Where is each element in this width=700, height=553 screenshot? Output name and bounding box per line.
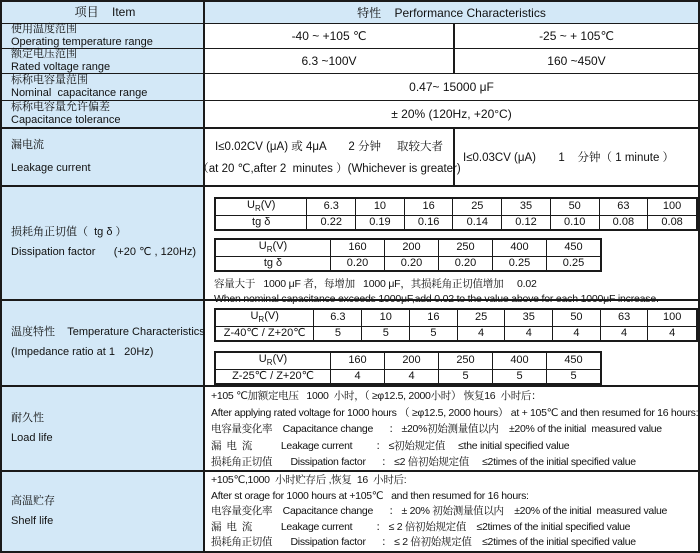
- row-capacitance-tolerance: [2, 100, 698, 127]
- load-life-condition-en: After applying rated voltage for 1000 hours （ ≥φ12.5, 2000 hours） at + 105℃ and then resumed for 16 hours:: [211, 406, 699, 419]
- label-en: Shelf life: [11, 515, 54, 528]
- tan-delta-row: [215, 257, 601, 272]
- table-cell: 0.25: [493, 257, 547, 272]
- header-performance-cell: [205, 2, 698, 23]
- dissipation-note-cn: 容量大于 1000 μF 者，每增加 1000 μF，其损耗角正切值增加 0.02: [214, 278, 537, 291]
- u-symbol: U: [258, 239, 267, 252]
- table-cell: 4: [385, 370, 439, 385]
- label-cn: 额定电压范围: [11, 48, 77, 61]
- table-cell: 160: [331, 352, 385, 370]
- high-voltage-cell: [455, 129, 698, 184]
- table-cell: 400: [493, 239, 547, 257]
- label-cn: 漏电流: [11, 139, 44, 151]
- table-cell: 50: [550, 198, 599, 216]
- table-cell: 63: [600, 309, 648, 327]
- table-cell: 16: [404, 198, 453, 216]
- label-cn: 标称电容量范围: [11, 74, 88, 87]
- leakage-current-label: [2, 129, 205, 184]
- temperature-characteristics-content: [205, 301, 698, 385]
- row-operating-temperature: [2, 23, 698, 48]
- table-cell: 100: [648, 309, 697, 327]
- label-cn: 损耗角正切值（ tg δ ）: [11, 226, 127, 239]
- label-cn: 使用温度范围: [11, 23, 77, 36]
- header-performance-label: 特性 Performance Characteristics: [357, 6, 546, 21]
- label-en: Dissipation factor (+20 ℃ , 120Hz): [11, 246, 197, 259]
- v-unit: (V): [264, 309, 279, 322]
- row-label-cell: tg δ: [215, 257, 331, 272]
- table-cell: 4: [457, 326, 505, 341]
- table-cell: 0.20: [439, 257, 493, 272]
- table-cell: 4: [505, 326, 553, 341]
- impedance-ratio-row: [215, 370, 601, 385]
- table-cell: 25: [453, 198, 502, 216]
- voltage-header-cell: [215, 352, 331, 370]
- row-nominal-capacitance: [2, 73, 698, 100]
- table-cell: 100: [648, 198, 697, 216]
- high-voltage-cell: [455, 49, 698, 73]
- label-en: Operating temperature range: [11, 36, 153, 49]
- impedance-table-high-voltage: [214, 351, 602, 385]
- table-cell: 16: [410, 309, 458, 327]
- table-cell: 35: [502, 198, 551, 216]
- shelf-life-dissipation-factor: 损耗角正切值 Dissipation factor ： ≤ 2 倍初始规定值 ≤2times of the initial specified value: [211, 536, 636, 549]
- table-cell: 0.20: [331, 257, 385, 272]
- load-life-capacitance-change: 电容量变化率 Capacitance change ： ±20%初始测量值以内 ±20% of the initial measured value: [211, 423, 662, 436]
- voltage-header-cell: [215, 198, 307, 216]
- impedance-table-low-voltage: [214, 308, 698, 342]
- leakage-low-line1: I≤0.02CV (μA) 或 4μA 2 分钟 取较大者: [215, 141, 443, 153]
- table-cell: 250: [439, 352, 493, 370]
- rated-voltage-low: 6.3 ~100V: [301, 54, 357, 69]
- nominal-capacitance-value: 0.47~ 15000 μF: [409, 80, 494, 95]
- voltage-header-cell: [215, 309, 314, 327]
- label-en: Load life: [11, 432, 53, 445]
- dissipation-factor-label: [2, 187, 205, 299]
- table-cell: 63: [599, 198, 648, 216]
- voltage-header-row: [215, 309, 697, 327]
- table-cell: 450: [547, 352, 602, 370]
- table-cell: 4: [648, 326, 697, 341]
- dissipation-factor-content: [205, 187, 698, 306]
- shelf-life-condition-cn: +105℃,1000 小时贮存后 ,恢复 16 小时后:: [211, 474, 407, 487]
- row-load-life: [2, 385, 698, 470]
- load-life-dissipation-factor: 损耗角正切值 Dissipation factor ： ≤2 倍初始规定值 ≤2times of the initial specified value: [211, 456, 636, 469]
- table-cell: 50: [553, 309, 601, 327]
- operating-temperature-values: [205, 24, 698, 48]
- operating-temperature-low: -40 ~ +105 ℃: [291, 29, 367, 44]
- leakage-low-line2: （at 20 ℃,after 2 minutes ）(Whichever is greater): [197, 163, 461, 175]
- v-unit: (V): [260, 198, 276, 211]
- header-item-cell: [2, 2, 205, 23]
- label-cn: 高温贮存: [11, 495, 55, 508]
- table-cell: 5: [362, 326, 410, 341]
- label-en: Rated voltage range: [11, 61, 111, 74]
- voltage-header-row: [215, 198, 697, 216]
- label-cn: 标称电容量允许偏差: [11, 101, 110, 114]
- v-unit: (V): [272, 352, 288, 365]
- tan-delta-row: [215, 215, 697, 230]
- table-cell: 35: [505, 309, 553, 327]
- table-cell: 6.3: [314, 309, 362, 327]
- low-voltage-cell: [197, 129, 461, 184]
- operating-temperature-label: [2, 24, 205, 48]
- label-en: Nominal capacitance range: [11, 87, 148, 100]
- table-cell: 450: [547, 239, 602, 257]
- shelf-life-content: [205, 472, 698, 551]
- table-cell: 0.08: [599, 215, 648, 230]
- rated-voltage-high: 160 ~450V: [547, 54, 606, 69]
- table-cell: 0.12: [502, 215, 551, 230]
- row-shelf-life: [2, 470, 698, 551]
- row-dissipation-factor: [2, 185, 698, 306]
- table-cell: 5: [314, 326, 362, 341]
- table-cell: 0.20: [385, 257, 439, 272]
- shelf-life-leakage-current: 漏 电 流 Leakage current ： ≤ 2 倍初始规定值 ≤2times of the initial specified value: [211, 520, 631, 533]
- table-cell: 0.16: [404, 215, 453, 230]
- leakage-high-value: I≤0.03CV (μA) 1 分钟（ 1 minute ）: [463, 152, 675, 164]
- table-cell: 5: [439, 370, 493, 385]
- table-cell: 5: [410, 326, 458, 341]
- r-subscript: R: [266, 358, 273, 368]
- table-cell: 4: [553, 326, 601, 341]
- table-cell: 4: [331, 370, 385, 385]
- dissipation-note-en: When nominal capacitance exceeds 1000μF,add 0.02 to the value above for each 1000μF increase.: [214, 293, 659, 306]
- shelf-life-label: [2, 472, 205, 551]
- table-cell: 0.10: [550, 215, 599, 230]
- load-life-label: [2, 387, 205, 470]
- table-cell: 0.19: [356, 215, 405, 230]
- low-voltage-cell: [205, 49, 455, 73]
- r-subscript: R: [266, 245, 273, 255]
- nominal-capacitance-label: [2, 74, 205, 100]
- shelf-life-capacitance-change: 电容量变化率 Capacitance change ： ± 20% 初始测量值以内 ±20% of the initial measured value: [211, 505, 668, 518]
- temperature-characteristics-label: [2, 301, 205, 385]
- table-cell: 200: [385, 352, 439, 370]
- row-label-cell: tg δ: [215, 215, 307, 230]
- table-cell: 0.14: [453, 215, 502, 230]
- leakage-current-values: [197, 129, 698, 184]
- rated-voltage-values: [205, 49, 698, 73]
- load-life-condition-cn: +105 ℃加额定电压 1000 小时，（ ≥φ12.5, 2000小时） 恢复16 小时后：: [211, 390, 542, 403]
- capacitance-tolerance-value: ± 20% (120Hz, +20°C): [391, 107, 512, 122]
- table-cell: 400: [493, 352, 547, 370]
- capacitance-tolerance-label: [2, 101, 205, 127]
- table-cell: 4: [600, 326, 648, 341]
- table-cell: 6.3: [307, 198, 356, 216]
- header-item-label: 项目 Item: [74, 5, 136, 20]
- u-symbol: U: [250, 309, 259, 322]
- row-leakage-current: [2, 127, 698, 184]
- voltage-header-row: [215, 239, 601, 257]
- leakage-low-text: [197, 138, 460, 176]
- rated-voltage-label: [2, 49, 205, 73]
- dissipation-table-high-voltage: [214, 238, 602, 272]
- label-cn: 耐久性: [11, 412, 44, 425]
- r-subscript: R: [254, 203, 261, 213]
- label-en: Leakage current: [11, 162, 91, 174]
- voltage-header-row: [215, 352, 601, 370]
- row-label-cell: Z-40℃ / Z+20℃: [215, 326, 314, 341]
- label-cn: 温度特性 Temperature Characteristics: [11, 326, 205, 339]
- dissipation-table-low-voltage: [214, 197, 698, 231]
- capacitance-tolerance-cell: [205, 101, 698, 127]
- table-cell: 10: [362, 309, 410, 327]
- shelf-life-condition-en: After st orage for 1000 hours at +105℃ and then resumed for 16 hours:: [211, 489, 529, 502]
- table-cell: 0.25: [547, 257, 602, 272]
- table-cell: 0.22: [307, 215, 356, 230]
- operating-temperature-high: -25 ~ + 105℃: [539, 29, 614, 44]
- nominal-capacitance-cell: [205, 74, 698, 100]
- table-cell: 10: [356, 198, 405, 216]
- table-cell: 160: [331, 239, 385, 257]
- table-cell: 200: [385, 239, 439, 257]
- u-symbol: U: [258, 352, 267, 365]
- load-life-leakage-current: 漏 电 流 Leakage current ： ≤初始规定值 ≤the initial specified value: [211, 439, 570, 452]
- low-voltage-cell: [205, 24, 455, 48]
- table-cell: 250: [439, 239, 493, 257]
- impedance-ratio-row: [215, 326, 697, 341]
- table-cell: 5: [493, 370, 547, 385]
- row-rated-voltage: [2, 48, 698, 73]
- voltage-header-cell: [215, 239, 331, 257]
- row-label-cell: Z-25℃ / Z+20℃: [215, 370, 331, 385]
- r-subscript: R: [258, 314, 265, 324]
- u-symbol: U: [247, 198, 255, 211]
- table-cell: 25: [457, 309, 505, 327]
- label-en: Capacitance tolerance: [11, 114, 121, 127]
- v-unit: (V): [272, 239, 288, 252]
- high-voltage-cell: [455, 24, 698, 48]
- table-header-row: [2, 2, 698, 23]
- table-cell: 5: [547, 370, 602, 385]
- table-cell: 0.08: [648, 215, 697, 230]
- row-temperature-characteristics: [2, 299, 698, 385]
- label-en: (Impedance ratio at 1 20Hz): [11, 346, 154, 359]
- load-life-content: [205, 387, 698, 470]
